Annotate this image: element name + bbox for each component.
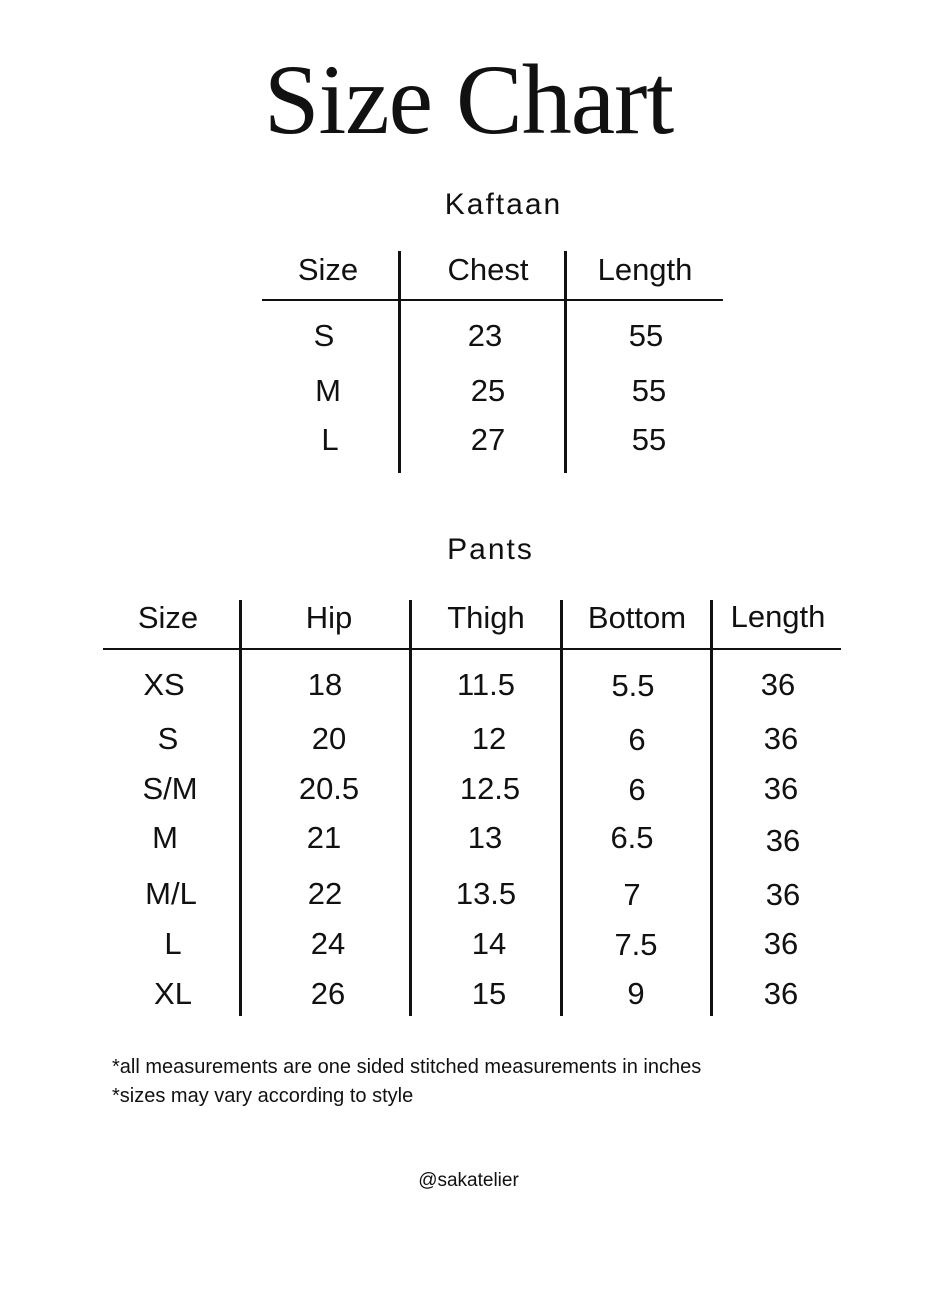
size-cell: M/L (145, 876, 197, 911)
bottom-cell: 6 (628, 722, 646, 757)
length-cell: 36 (763, 976, 799, 1011)
bottom-cell: 7.5 (614, 927, 658, 962)
thigh-cell: 12.5 (459, 771, 521, 806)
hip-cell: 20.5 (298, 771, 360, 806)
bottom-cell: 6 (628, 772, 646, 807)
size-cell: L (321, 422, 339, 457)
column-divider (409, 600, 412, 1016)
length-cell: 36 (763, 721, 799, 756)
size-cell: S (157, 721, 179, 756)
length-cell: 55 (631, 422, 667, 457)
header-length: Length (730, 599, 826, 634)
hip-cell: 20 (311, 721, 347, 756)
size-cell: M (152, 820, 178, 855)
header-divider (103, 648, 841, 650)
header-divider (262, 299, 723, 301)
pants-title: Pants (447, 533, 534, 566)
hip-cell: 24 (310, 926, 346, 961)
chest-cell: 27 (470, 422, 506, 457)
thigh-cell: 13.5 (455, 876, 517, 911)
page-title: Size Chart (263, 44, 674, 155)
length-cell: 55 (628, 318, 664, 353)
thigh-cell: 11.5 (456, 667, 516, 702)
bottom-cell: 5.5 (611, 668, 655, 703)
header-size: Size (297, 252, 359, 287)
size-cell: XS (143, 667, 185, 702)
hip-cell: 21 (306, 820, 342, 855)
bottom-cell: 6.5 (610, 820, 654, 855)
footnotes (112, 1053, 701, 1111)
column-divider (239, 600, 242, 1016)
chest-cell: 25 (470, 373, 506, 408)
length-cell: 36 (765, 877, 801, 912)
column-divider (560, 600, 563, 1016)
header-bottom: Bottom (587, 600, 687, 635)
header-size: Size (137, 600, 199, 635)
header-chest: Chest (447, 252, 529, 287)
length-cell: 36 (765, 823, 801, 858)
social-handle: @sakatelier (418, 1170, 519, 1191)
hip-cell: 18 (307, 667, 343, 702)
thigh-cell: 13 (467, 820, 503, 855)
column-divider (398, 251, 401, 473)
chest-cell: 23 (467, 318, 503, 353)
size-cell: XL (154, 976, 192, 1011)
size-cell: L (164, 926, 182, 961)
hip-cell: 22 (307, 876, 343, 911)
header-thigh: Thigh (447, 600, 525, 635)
hip-cell: 26 (310, 976, 346, 1011)
column-divider (564, 251, 567, 473)
length-cell: 55 (631, 373, 667, 408)
length-cell: 36 (760, 667, 796, 702)
size-cell: M (315, 373, 341, 408)
thigh-cell: 14 (471, 926, 507, 961)
header-hip: Hip (305, 600, 353, 635)
size-cell: S (313, 318, 335, 353)
thigh-cell: 15 (471, 976, 507, 1011)
thigh-cell: 12 (471, 721, 507, 756)
size-cell: S/M (142, 771, 198, 806)
bottom-cell: 7 (623, 877, 641, 912)
kaftaan-title: Kaftaan (444, 188, 563, 221)
bottom-cell: 9 (627, 976, 645, 1011)
header-length: Length (597, 252, 693, 287)
length-cell: 36 (763, 926, 799, 961)
length-cell: 36 (763, 771, 799, 806)
footnote: *all measurements are one sided stitched measurements in inches (112, 1056, 702, 1078)
column-divider (710, 600, 713, 1016)
footnote: *sizes may vary according to style (112, 1085, 414, 1107)
